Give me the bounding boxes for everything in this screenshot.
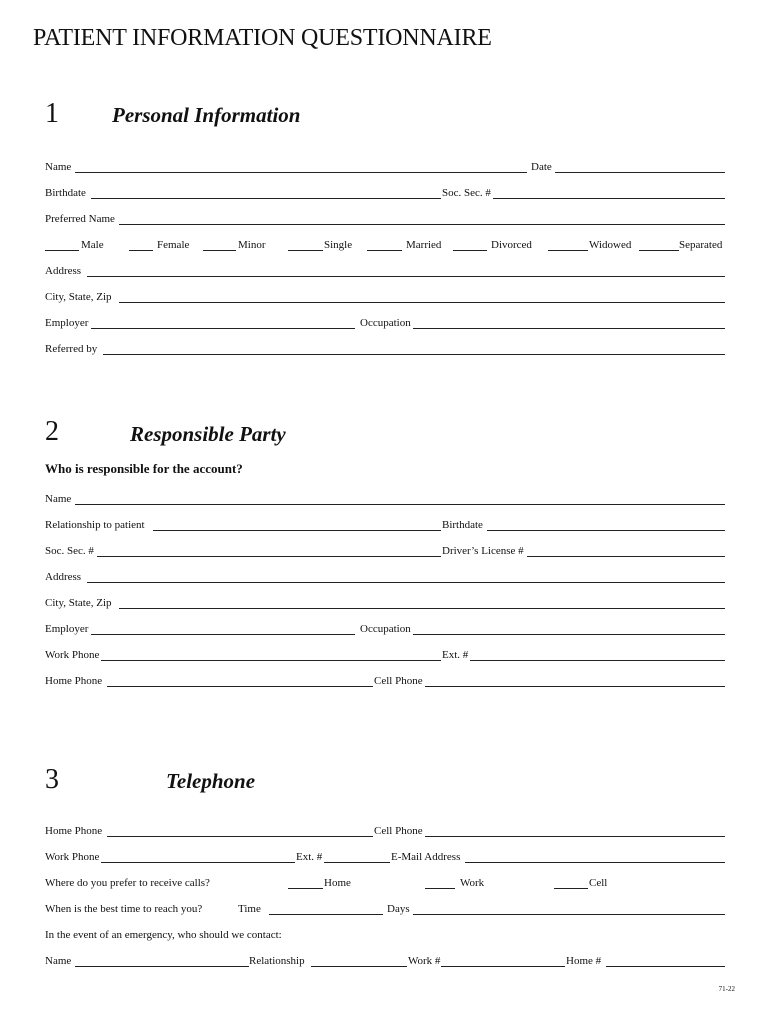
label-date: Date (531, 161, 552, 173)
label-separated: Separated (679, 239, 723, 251)
row-rp-ssn (45, 544, 725, 560)
field-rp-birthdate[interactable] (487, 518, 725, 531)
label-rp-city-state-zip: City, State, Zip (45, 597, 112, 609)
label-single: Single (324, 239, 353, 251)
label-rp-cell-phone: Cell Phone (374, 675, 423, 687)
section-3-heading: Telephone (166, 769, 256, 793)
field-tel-work-phone[interactable] (101, 850, 295, 863)
form-title: PATIENT INFORMATION QUESTIONNAIRE (33, 25, 492, 51)
label-address: Address (45, 265, 82, 277)
row-tel-emergency (45, 928, 725, 944)
field-rp-ext[interactable] (470, 648, 725, 661)
row-tel-home-cell (45, 824, 725, 840)
field-male[interactable] (45, 238, 79, 251)
section-2-number: 2 (45, 416, 59, 447)
label-rp-drivers-license: Driver’s License # (442, 545, 524, 557)
label-referred-by: Referred by (45, 343, 98, 355)
field-employer[interactable] (91, 316, 355, 329)
label-rp-soc-sec: Soc. Sec. # (45, 545, 94, 557)
label-occupation: Occupation (360, 317, 411, 329)
row-tel-best-time (45, 902, 725, 918)
field-single[interactable] (288, 238, 323, 251)
label-tel-cell-phone: Cell Phone (374, 825, 423, 837)
field-soc-sec[interactable] (493, 186, 725, 199)
section-1-number: 1 (45, 98, 59, 129)
label-birthdate: Birthdate (45, 187, 86, 199)
label-days: Days (387, 903, 410, 915)
field-prefer-work[interactable] (425, 876, 455, 889)
field-emergency-work[interactable] (441, 954, 565, 967)
row-rp-name (45, 492, 725, 508)
label-city-state-zip: City, State, Zip (45, 291, 112, 303)
row-address (45, 264, 725, 280)
section-2-question: Who is responsible for the account? (45, 461, 243, 476)
row-tel-prefer-calls (45, 876, 725, 892)
label-rp-occupation: Occupation (360, 623, 411, 635)
field-tel-email[interactable] (465, 850, 725, 863)
field-tel-ext[interactable] (324, 850, 390, 863)
row-rp-city (45, 596, 725, 612)
field-tel-cell-phone[interactable] (425, 824, 725, 837)
field-rp-name[interactable] (75, 492, 725, 505)
field-emergency-name[interactable] (75, 954, 249, 967)
field-widowed[interactable] (548, 238, 588, 251)
field-occupation[interactable] (413, 316, 725, 329)
field-birthdate[interactable] (91, 186, 441, 199)
label-rp-work-phone: Work Phone (45, 649, 100, 661)
label-minor: Minor (238, 239, 266, 251)
field-rp-work-phone[interactable] (101, 648, 441, 661)
field-emergency-relationship[interactable] (311, 954, 407, 967)
label-best-time: When is the best time to reach you? (45, 903, 203, 915)
label-male: Male (81, 239, 104, 251)
field-date[interactable] (555, 160, 725, 173)
field-rp-soc-sec[interactable] (97, 544, 441, 557)
field-tel-home-phone[interactable] (107, 824, 373, 837)
field-referred-by[interactable] (103, 342, 725, 355)
label-prefer-work: Work (460, 877, 485, 889)
label-preferred-name: Preferred Name (45, 213, 115, 225)
label-prefer-calls: Where do you prefer to receive calls? (45, 877, 210, 889)
field-emergency-home[interactable] (606, 954, 725, 967)
label-emergency-work: Work # (408, 955, 441, 967)
row-rp-home-phone (45, 674, 725, 690)
section-1-heading: Personal Information (112, 103, 301, 127)
field-rp-cell-phone[interactable] (425, 674, 725, 687)
field-married[interactable] (367, 238, 402, 251)
label-tel-ext: Ext. # (296, 851, 323, 863)
field-time[interactable] (269, 902, 383, 915)
row-rp-employer (45, 622, 725, 638)
label-rp-ext: Ext. # (442, 649, 469, 661)
row-referred-by (45, 342, 725, 358)
label-rp-name: Name (45, 493, 72, 505)
section-2-heading: Responsible Party (130, 422, 286, 446)
row-rp-address (45, 570, 725, 586)
label-rp-address: Address (45, 571, 82, 583)
row-emergency-contact (45, 954, 725, 970)
field-city-state-zip[interactable] (119, 290, 725, 303)
section-3-number: 3 (45, 764, 59, 795)
field-separated[interactable] (639, 238, 679, 251)
label-rp-employer: Employer (45, 623, 89, 635)
label-female: Female (157, 239, 190, 251)
label-rp-relationship: Relationship to patient (45, 519, 145, 531)
row-name-date (45, 160, 725, 176)
label-employer: Employer (45, 317, 89, 329)
label-widowed: Widowed (589, 239, 632, 251)
field-rp-relationship[interactable] (153, 518, 441, 531)
field-address[interactable] (87, 264, 725, 277)
field-rp-occupation[interactable] (413, 622, 725, 635)
label-prefer-cell: Cell (589, 877, 608, 889)
label-emergency-home: Home # (566, 955, 602, 967)
label-tel-email: E-Mail Address (391, 851, 461, 863)
field-rp-city-state-zip[interactable] (119, 596, 725, 609)
field-rp-employer[interactable] (91, 622, 355, 635)
field-divorced[interactable] (453, 238, 487, 251)
label-rp-birthdate: Birthdate (442, 519, 483, 531)
field-patient-name[interactable] (75, 160, 527, 173)
form-code: 71-22 (718, 985, 735, 993)
row-birthdate-ssn (45, 186, 725, 202)
label-prefer-home: Home (324, 877, 351, 889)
label-emergency: In the event of an emergency, who should we contact: (45, 929, 282, 941)
row-city-state-zip (45, 290, 725, 306)
label-time: Time (238, 903, 261, 915)
label-name: Name (45, 161, 72, 173)
field-rp-drivers-license[interactable] (527, 544, 725, 557)
field-prefer-cell[interactable] (554, 876, 588, 889)
label-married: Married (406, 239, 442, 251)
field-rp-home-phone[interactable] (107, 674, 373, 687)
label-rp-home-phone: Home Phone (45, 675, 103, 687)
row-rp-relationship (45, 518, 725, 534)
row-tel-work-email (45, 850, 725, 866)
field-preferred-name[interactable] (119, 212, 725, 225)
row-employer-occupation (45, 316, 725, 332)
label-tel-home-phone: Home Phone (45, 825, 103, 837)
field-female[interactable] (129, 238, 153, 251)
label-emergency-name: Name (45, 955, 72, 967)
field-rp-address[interactable] (87, 570, 725, 583)
row-rp-work-phone (45, 648, 725, 664)
row-status-options (45, 238, 725, 254)
label-divorced: Divorced (491, 239, 532, 251)
label-soc-sec: Soc. Sec. # (442, 187, 491, 199)
field-days[interactable] (413, 902, 725, 915)
field-prefer-home[interactable] (288, 876, 323, 889)
field-minor[interactable] (203, 238, 236, 251)
row-preferred-name (45, 212, 725, 228)
label-emergency-relationship: Relationship (249, 955, 305, 967)
label-tel-work-phone: Work Phone (45, 851, 100, 863)
